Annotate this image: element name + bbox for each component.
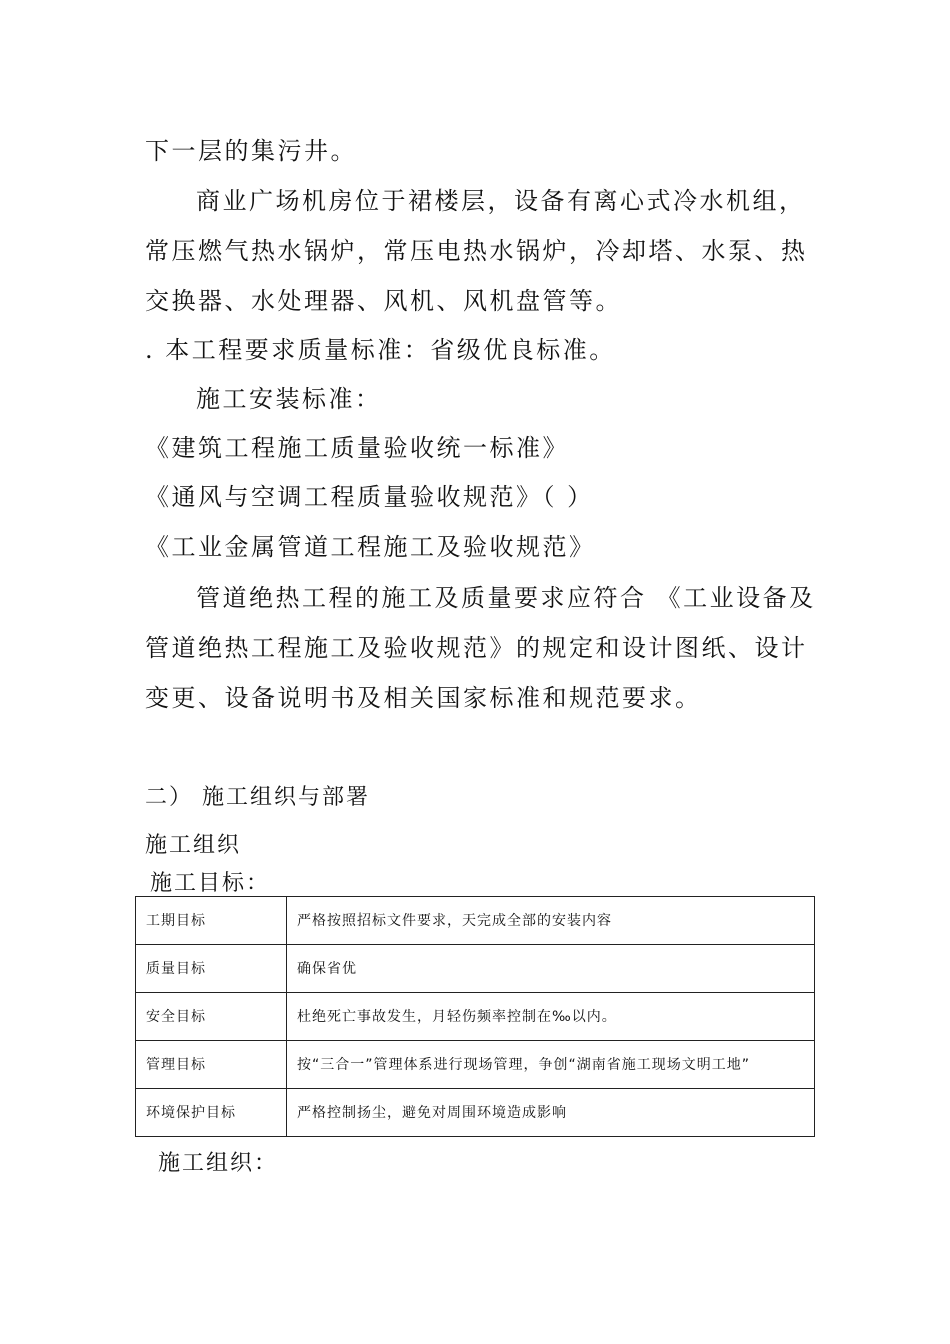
paragraph-line: 下一层的集污井。	[145, 137, 357, 165]
paragraph-line: 管道绝热工程的施工及质量要求应符合 《工业设备及	[196, 584, 816, 612]
paragraph-line: 商业广场机房位于裙楼层，设备有离心式冷水机组，	[196, 187, 806, 215]
table-row	[136, 993, 815, 1041]
table-row	[136, 897, 815, 945]
goal-label: 环境保护目标	[136, 1089, 287, 1137]
goal-label: 管理目标	[136, 1041, 287, 1089]
goal-value: 确保省优	[287, 945, 815, 993]
standard-title: 《工业金属管道工程施工及验收规范》	[145, 533, 596, 561]
paragraph-line: . 本工程要求质量标准：省级优良标准。	[145, 336, 616, 364]
paragraph-line: 常压燃气热水锅炉，常压电热水锅炉，冷却塔、水泵、热	[145, 237, 808, 265]
paragraph-line: 变更、设备说明书及相关国家标准和规范要求。	[145, 684, 702, 712]
goals-table	[135, 896, 815, 1137]
section-heading: 二） 施工组织与部署	[145, 785, 370, 810]
goal-value: 严格控制扬尘，避免对周围环境造成影响	[287, 1089, 815, 1137]
paragraph-line: 施工安装标准：	[196, 385, 382, 413]
goal-value: 严格按照招标文件要求，天完成全部的安装内容	[287, 897, 815, 945]
subsection-heading: 施工目标：	[150, 871, 271, 896]
standard-title: 《通风与空调工程质量验收规范》（ ）	[145, 483, 594, 511]
table-row	[136, 1089, 815, 1137]
goal-value: 杜绝死亡事故发生，月轻伤频率控制在‰以内。	[287, 993, 815, 1041]
goal-label: 安全目标	[136, 993, 287, 1041]
goal-label: 工期目标	[136, 897, 287, 945]
paragraph-line: 管道绝热工程施工及验收规范》的规定和设计图纸、设计	[145, 634, 808, 662]
table-row	[136, 1041, 815, 1089]
goal-label: 质量目标	[136, 945, 287, 993]
subsection-heading: 施工组织	[145, 833, 242, 858]
paragraph-line: 交换器、水处理器、风机、风机盘管等。	[145, 287, 622, 315]
goal-value: 按“三合一”管理体系进行现场管理，争创“湖南省施工现场文明工地”	[287, 1041, 815, 1089]
subsection-heading: 施工组织：	[158, 1151, 279, 1176]
standard-title: 《建筑工程施工质量验收统一标准》	[145, 434, 569, 462]
table-row	[136, 945, 815, 993]
